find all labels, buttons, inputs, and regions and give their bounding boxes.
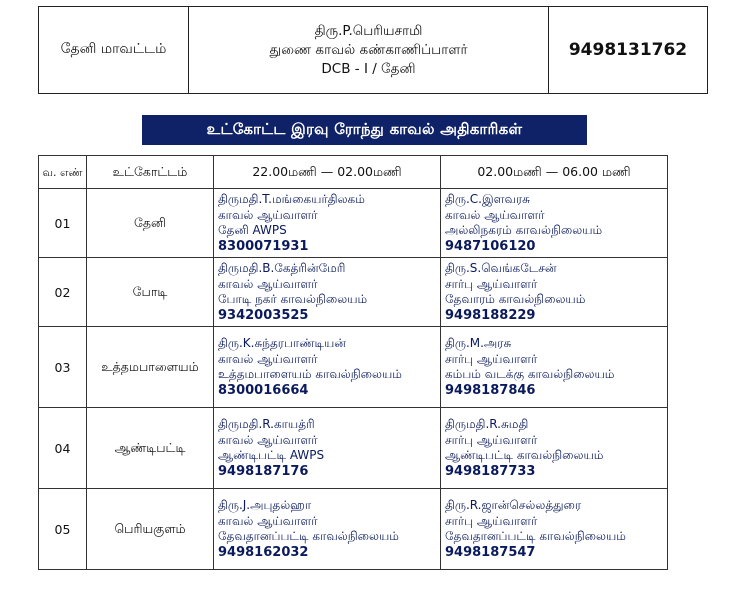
row-serial: 01: [39, 189, 87, 258]
officer-phone: 9498131762: [568, 40, 688, 60]
officer-name: திருமதி.R.சுமதி: [445, 417, 529, 431]
officer-unit: DCB - I / தேனி: [321, 60, 416, 77]
row-serial: 02: [39, 258, 87, 327]
officer-station: போடி நகர் காவல்நிலையம்: [218, 292, 368, 306]
officer-name: திரு.M.அரசு: [445, 336, 512, 350]
officer-phone: 9498187733: [445, 463, 536, 479]
officer-cell: [214, 258, 441, 327]
officer-station: உத்தமபாளையம் காவல்நிலையம்: [218, 367, 402, 381]
row-division: உத்தமபாளையம்: [87, 327, 214, 408]
officer-rank: காவல் ஆய்வாளர்: [218, 513, 318, 528]
officer-block: [189, 7, 549, 93]
officer-phone: 9498188229: [445, 307, 536, 323]
officer-cell: [214, 189, 441, 258]
table-row: [39, 258, 668, 327]
column-header-shift2: 02.00மணி — 06.00 மணி: [441, 156, 668, 189]
officer-name: திரு.J.அபுதல்ஹா: [218, 498, 312, 512]
officer-cell: [214, 408, 441, 489]
officer-rank: காவல் ஆய்வாளர்: [218, 276, 318, 291]
table-row: [39, 408, 668, 489]
officer-cell: [441, 258, 668, 327]
officer-cell: [441, 189, 668, 258]
officer-rank: காவல் ஆய்வாளர்: [218, 432, 318, 447]
table-row: [39, 189, 668, 258]
section-banner: உட்கோட்ட இரவு ரோந்து காவல் அதிகாரிகள்: [142, 115, 587, 145]
row-serial: 05: [39, 489, 87, 570]
column-header-division: உட்கோட்டம்: [87, 156, 214, 189]
row-division: தேனி: [87, 189, 214, 258]
officer-station: தேவதானப்பட்டி காவல்நிலையம்: [445, 529, 626, 543]
officer-name: திரு.R.ஜான்செல்லத்துரை: [445, 498, 582, 512]
officer-station: தேவதானப்பட்டி காவல்நிலையம்: [218, 529, 399, 543]
officer-station: அல்லிநகரம் காவல்நிலையம்: [445, 223, 603, 237]
row-division: பெரியகுளம்: [87, 489, 214, 570]
officer-rank: சார்பு ஆய்வாளர்: [445, 513, 538, 528]
officer-name: திரு.S.வெங்கடேசன்: [445, 261, 557, 275]
officer-name: திருமதி.T.மங்கையர்திலகம்: [218, 192, 365, 206]
officer-name: திருமதி.R.காயத்ரி: [218, 417, 315, 431]
officer-rank: சார்பு ஆய்வாளர்: [445, 276, 538, 291]
row-serial: 03: [39, 327, 87, 408]
header-box: [38, 6, 708, 94]
officer-rank: சார்பு ஆய்வாளர்: [445, 351, 538, 366]
officer-phone: 9498162032: [218, 544, 309, 560]
officer-cell: [214, 327, 441, 408]
officer-name: திரு.K.சுந்தரபாண்டியன்: [218, 336, 346, 350]
officer-rank: காவல் ஆய்வாளர்: [218, 351, 318, 366]
officer-name: திருமதி.B.கேத்ரின்மேரி: [218, 261, 346, 275]
row-division: போடி: [87, 258, 214, 327]
officer-phone: 9498187547: [445, 544, 536, 560]
officer-station: கம்பம் வடக்கு காவல்நிலையம்: [445, 367, 615, 381]
table-row: [39, 327, 668, 408]
officer-station: தேனி AWPS: [218, 223, 287, 237]
officer-cell: [441, 327, 668, 408]
officer-phone: 8300071931: [218, 238, 309, 254]
officer-designation: துணை காவல் கண்காணிப்பாளர்: [269, 41, 468, 58]
row-serial: 04: [39, 408, 87, 489]
column-header-serial: வ. எண்: [39, 156, 87, 189]
officer-station: தேவாரம் காவல்நிலையம்: [445, 292, 586, 306]
column-header-shift1: 22.00மணி — 02.00மணி: [214, 156, 441, 189]
officer-phone: 9487106120: [445, 238, 536, 254]
officer-station: ஆண்டிபட்டி AWPS: [218, 448, 325, 462]
officer-cell: [441, 489, 668, 570]
officer-cell: [214, 489, 441, 570]
officer-rank: காவல் ஆய்வாளர்: [445, 207, 545, 222]
table-row: [39, 489, 668, 570]
officer-rank: சார்பு ஆய்வாளர்: [445, 432, 538, 447]
table-header-row: [39, 156, 668, 189]
officer-phone: 9342003525: [218, 307, 309, 323]
district-name: தேனி மாவட்டம்: [39, 7, 189, 93]
officer-phone: 8300016664: [218, 382, 309, 398]
officer-phone: 9498187846: [445, 382, 536, 398]
officer-cell: [441, 408, 668, 489]
officer-phone: 9498187176: [218, 463, 309, 479]
officer-rank: காவல் ஆய்வாளர்: [218, 207, 318, 222]
patrol-officers-table: [38, 155, 668, 570]
officer-station: ஆண்டிபட்டி காவல்நிலையம்: [445, 448, 604, 462]
officer-name: திரு.C.இளவரசு: [445, 192, 530, 206]
officer-name: திரு.P.பெரியசாமி: [314, 22, 423, 39]
row-division: ஆண்டிபட்டி: [87, 408, 214, 489]
